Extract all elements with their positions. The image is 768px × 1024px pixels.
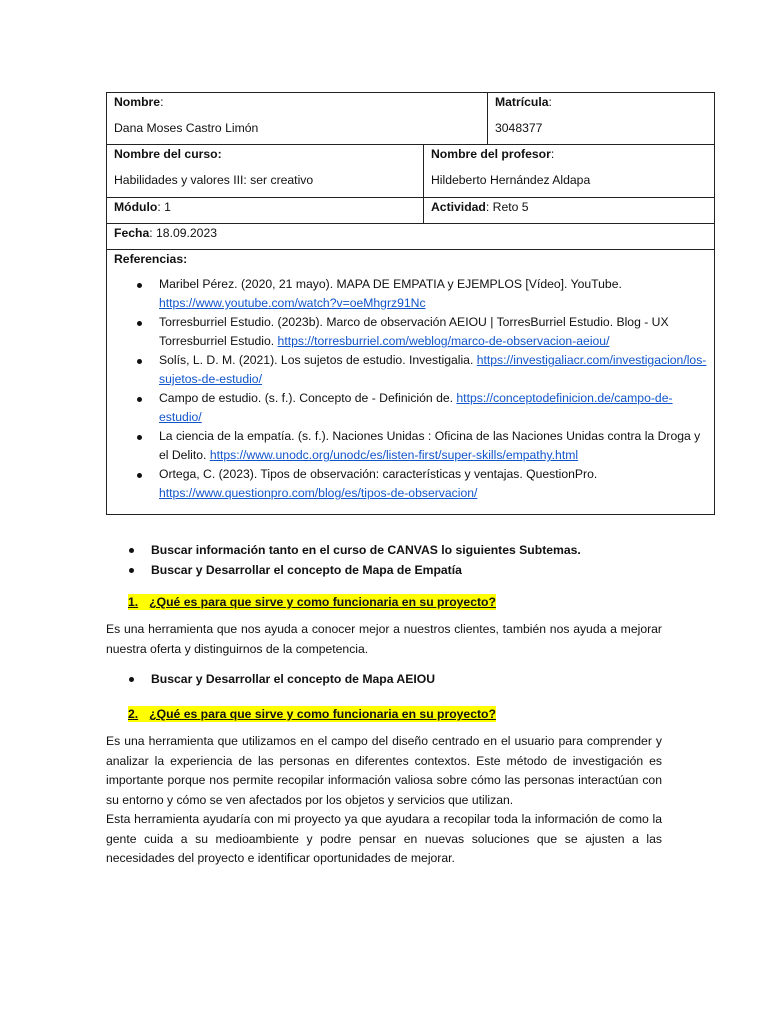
question-number: 1.	[128, 595, 139, 609]
main-content	[106, 540, 662, 869]
reference-text: Maribel Pérez. (2020, 21 mayo). MAPA DE EMPATIA y EJEMPLOS [Vídeo]. YouTube.	[159, 277, 622, 291]
reference-text: Solís, L. D. M. (2021). Los sujetos de estudio. Investigalia.	[159, 353, 474, 367]
curso-value: Habilidades y valores III: ser creativo	[114, 173, 314, 187]
task-item: Buscar información tanto en el curso de CANVAS lo siguientes Subtemas.	[151, 540, 662, 560]
question-text: ¿Qué es para que sirve y como funcionaria en su proyecto?	[149, 707, 496, 721]
modulo-value: 1	[164, 200, 171, 214]
curso-cell	[107, 145, 424, 198]
modulo-label: Módulo	[114, 200, 158, 214]
reference-item	[159, 313, 707, 351]
reference-link[interactable]: https://conceptodefinicion.de/campo-de-estudio/	[159, 391, 673, 424]
reference-text: Ortega, C. (2023). Tipos de observación: características y ventajas. QuestionPro.	[159, 467, 598, 481]
references-list	[114, 275, 707, 503]
task-item: Buscar y Desarrollar el concepto de Mapa AEIOU	[151, 669, 662, 689]
question-number: 2.	[128, 707, 139, 721]
actividad-value: Reto 5	[492, 200, 529, 214]
nombre-value: Dana Moses Castro Limón	[114, 121, 259, 135]
actividad-cell: Actividad: Reto 5	[424, 198, 715, 224]
matricula-label: Matrícula	[495, 95, 549, 109]
fecha-value: 18.09.2023	[156, 226, 218, 240]
reference-text: Campo de estudio. (s. f.). Concepto de - Definición de.	[159, 391, 454, 405]
nombre-cell: Nombre: Dana Moses Castro Limón	[107, 93, 488, 145]
reference-item	[159, 465, 707, 503]
reference-link[interactable]: https://www.questionpro.com/blog/es/tipos-de-observacion/	[159, 486, 478, 500]
fecha-label: Fecha	[114, 226, 150, 240]
referencias-label: Referencias:	[114, 252, 188, 266]
task-list	[106, 540, 662, 580]
reference-link[interactable]: https://torresburriel.com/weblog/marco-de-observacion-aeiou/	[277, 334, 610, 348]
answer-2-paragraph-1: Es una herramienta que utilizamos en el campo del diseño centrado en el usuario para comprender y analizar la experiencia de las personas en diferentes contextos. Este método de investigación es importante porque nos permite recopilar información valiosa sobre cómo las personas interactúan con su entorno y cómo se ven afectados por los objetos y servicios que utilizan.	[106, 734, 662, 807]
actividad-label: Actividad	[431, 200, 486, 214]
reference-link[interactable]: https://www.unodc.org/unodc/es/listen-first/super-skills/empathy.html	[209, 448, 579, 462]
question-2	[128, 704, 662, 724]
question-text: ¿Qué es para que sirve y como funcionaria en su proyecto?	[149, 595, 496, 609]
fecha-cell: Fecha: 18.09.2023	[107, 224, 715, 250]
reference-link[interactable]: https://www.youtube.com/watch?v=oeMhgrz91Nc	[159, 296, 426, 310]
task-item: Buscar y Desarrollar el concepto de Mapa de Empatía	[151, 560, 662, 580]
matricula-cell: Matrícula: 3048377	[488, 93, 715, 145]
reference-text: La ciencia de la empatía. (s. f.). Naciones Unidas : Oficina de las Naciones Unidas contra la Droga y el Delito.	[159, 429, 701, 462]
profesor-cell: Nombre del profesor: Hildeberto Hernández Aldapa	[424, 145, 715, 198]
task-list-2	[106, 669, 662, 689]
reference-item	[159, 389, 707, 427]
profesor-value: Hildeberto Hernández Aldapa	[431, 173, 591, 187]
reference-item	[159, 275, 707, 313]
reference-text: Torresburriel Estudio. (2023b). Marco de observación AEIOU | TorresBurriel Estudio. Blog - UX Torresburriel Estudio.	[159, 315, 669, 348]
answer-1: Es una herramienta que nos ayuda a conocer mejor a nuestros clientes, también nos ayuda a mejorar nuestra oferta y distinguirnos de la competencia.	[106, 622, 662, 656]
profesor-label: Nombre del profesor	[431, 147, 551, 161]
curso-label: Nombre del curso:	[114, 147, 222, 161]
modulo-cell: Módulo: 1	[107, 198, 424, 224]
matricula-value: 3048377	[495, 121, 543, 135]
answer-2-paragraph-2: Esta herramienta ayudaría con mi proyecto ya que ayudara a recopilar toda la información de como la gente cuida a su medioambiente y podre pensar en nuevas soluciones que se ajusten a las necesidades del proyecto e identificar oportunidades de mejorar.	[106, 812, 662, 865]
reference-item	[159, 427, 707, 465]
reference-item	[159, 351, 707, 389]
referencias-cell	[107, 250, 715, 515]
info-table	[106, 92, 715, 515]
reference-link[interactable]: https://investigaliacr.com/investigacion/los-sujetos-de-estudio/	[159, 353, 707, 386]
nombre-label: Nombre	[114, 95, 161, 109]
question-1	[128, 592, 662, 612]
